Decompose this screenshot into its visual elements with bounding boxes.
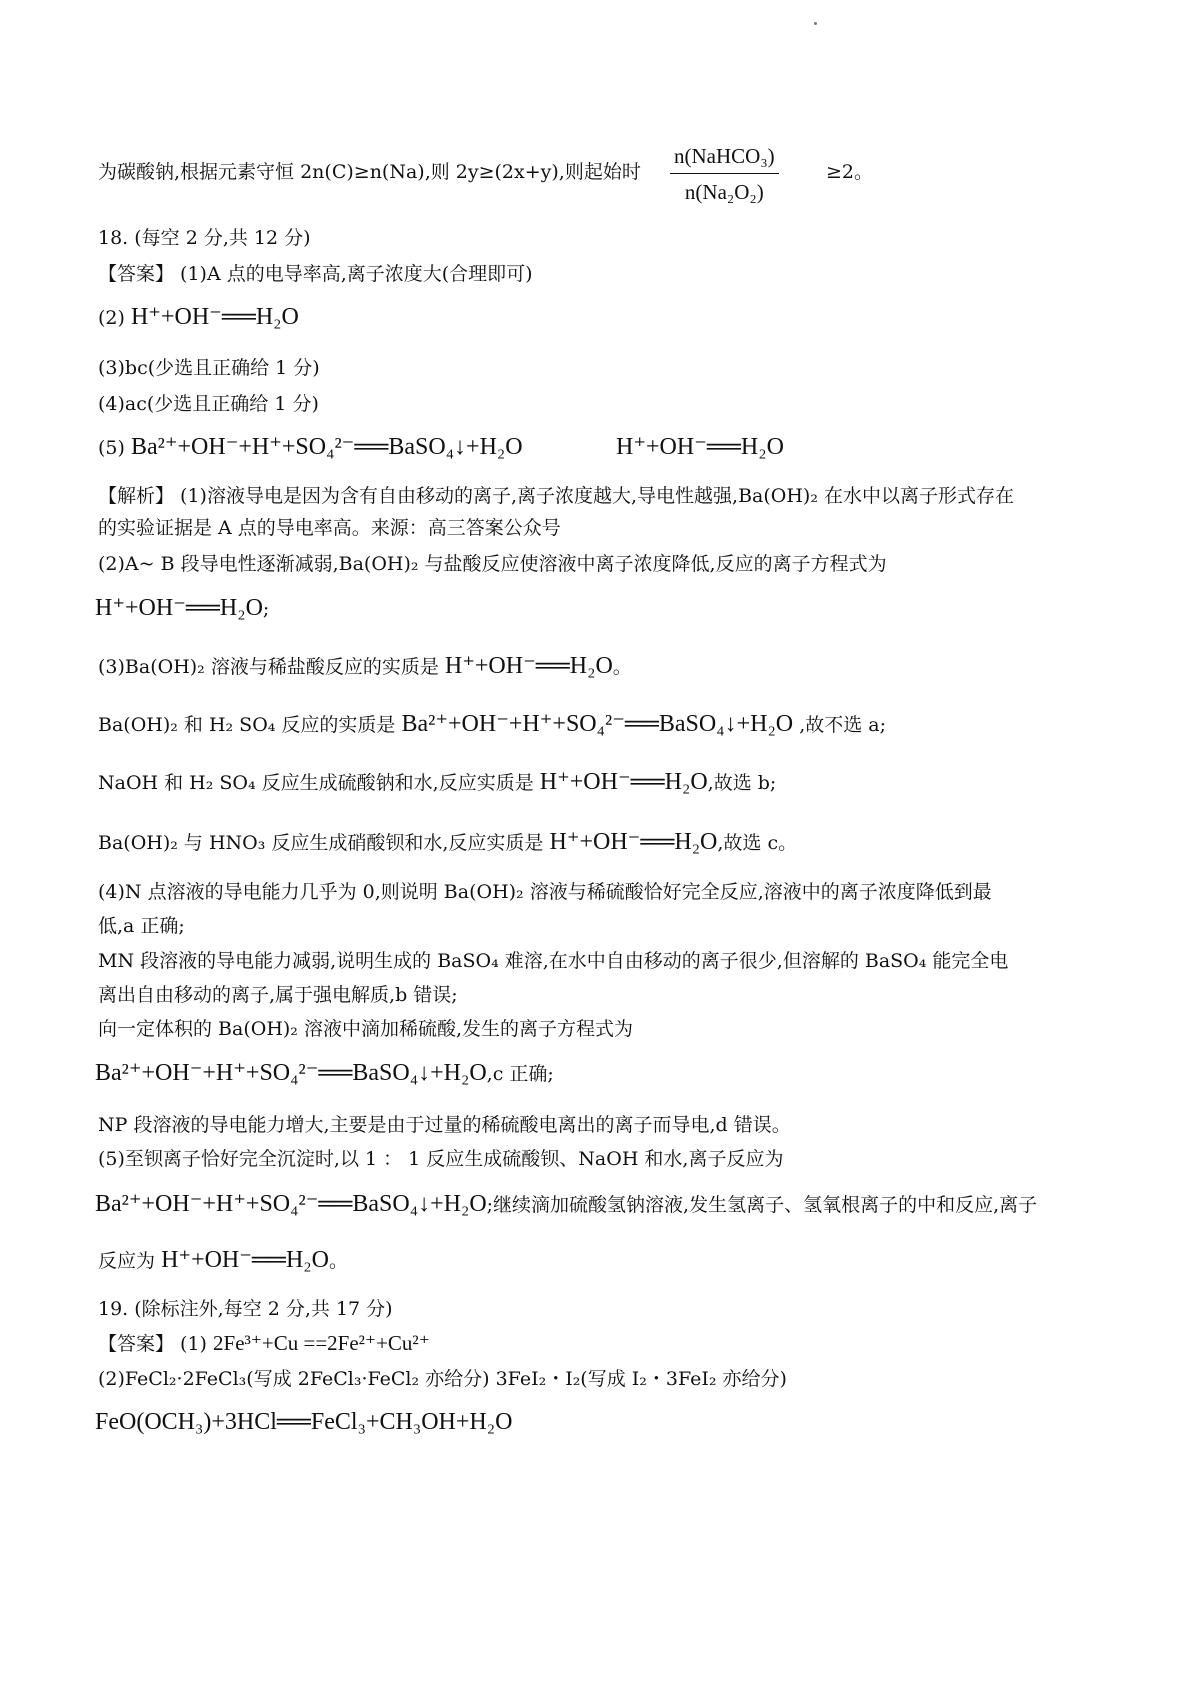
analysis-line: 向一定体积的 Ba(OH)₂ 溶液中滴加稀硫酸,发生的离子方程式为 (98, 1018, 633, 1040)
line-text: ,故选 c。 (717, 832, 798, 854)
equation: Ba²⁺+OH⁻+H⁺+SO₄²⁻══BaSO₄↓+H₂O (130, 434, 523, 460)
line-text: 。 (612, 656, 632, 678)
fraction (670, 144, 779, 205)
line-text: (5) (98, 437, 125, 459)
line-text: 。 (328, 1250, 348, 1272)
analysis-line (98, 770, 776, 795)
line-text: ; (262, 598, 270, 620)
equation: H⁺+OH⁻══H₂O (130, 304, 299, 330)
equation: Ba²⁺+OH⁻+H⁺+SO₄²⁻══BaSO₄↓+H₂O (95, 1060, 487, 1086)
analysis-line: (5)至钡离子恰好完全沉淀时,以 1 ： 1 反应生成硫酸钡、NaOH 和水,离子反应为 (98, 1148, 784, 1170)
section-heading: 18. (每空 2 分,共 12 分) (98, 227, 311, 249)
analysis-line (98, 830, 797, 855)
line-text: ,故不选 a; (799, 714, 886, 736)
equation: Ba²⁺+OH⁻+H⁺+SO₄²⁻══BaSO₄↓+H₂O (95, 1191, 487, 1217)
answer-line (98, 305, 299, 330)
analysis-line: (2)A~ B 段导电性逐渐减弱,Ba(OH)₂ 与盐酸反应使溶液中离子浓度降低,反应的离子方程式为 (98, 553, 887, 575)
line-text: (3)Ba(OH)₂ 溶液与稀盐酸反应的实质是 (98, 656, 439, 678)
analysis-line: (4)N 点溶液的导电能力几乎为 0,则说明 Ba(OH)₂ 溶液与稀硫酸恰好完全反应,溶液中的离子浓度降低到最 (98, 881, 992, 903)
analysis-line (95, 1192, 1037, 1217)
line-text: (2) (98, 307, 125, 329)
equation: Ba²⁺+OH⁻+H⁺+SO₄²⁻══BaSO₄↓+H₂O (401, 711, 794, 737)
analysis-line (98, 1248, 348, 1273)
fraction-denominator: n(Na₂O₂) (684, 180, 764, 204)
section-heading: 19. (除标注外,每空 2 分,共 17 分) (98, 1298, 393, 1320)
analysis-line (95, 596, 269, 621)
analysis-line: MN 段溶液的导电能力减弱,说明生成的 BaSO₄ 难溶,在水中自由移动的离子很少,但溶解的 BaSO₄ 能完全电 (98, 950, 1009, 972)
line-text: 反应为 (98, 1250, 156, 1272)
equation: H⁺+OH⁻══H₂O (539, 769, 708, 795)
equation: H⁺+OH⁻══H₂O (161, 1247, 329, 1273)
scan-dot (814, 22, 817, 25)
line-text: NaOH 和 H₂ SO₄ 反应生成硫酸钠和水,反应实质是 (98, 772, 534, 794)
equation: H⁺+OH⁻══H₂O (95, 595, 263, 621)
line-text: Ba(OH)₂ 与 HNO₃ 反应生成硝酸钡和水,反应实质是 (98, 832, 544, 854)
fraction-numerator: n(NaHCO₃) (670, 144, 779, 174)
answer-line: (4)ac(少选且正确给 1 分) (98, 393, 319, 415)
analysis-line: 【解析】 (1)溶液导电是因为含有自由移动的离子,离子浓度越大,导电性越强,Ba(OH)₂ 在水中以离子形式存在 (98, 485, 1014, 507)
answer-line (95, 1410, 512, 1435)
analysis-line (95, 1061, 554, 1086)
analysis-line: 低,a 正确; (98, 915, 185, 937)
line-text: ;继续滴加硫酸氢钠溶液,发生氢离子、氢氧根离子的中和反应,离子 (486, 1194, 1038, 1216)
answer-line (98, 1331, 430, 1356)
equation: H⁺+OH⁻══H₂O (549, 829, 718, 855)
equation: FeO(OCH₃)+3HCl══FeCl₃+CH₃OH+H₂O (95, 1409, 513, 1435)
analysis-line: 离出自由移动的离子,属于强电解质,b 错误; (98, 984, 458, 1006)
answer-line: (3)bc(少选且正确给 1 分) (98, 357, 320, 379)
line-text-tail: ≥2。 (826, 161, 874, 183)
equation: 2Fe³⁺+Cu ==2Fe²⁺+Cu²⁺ (213, 1331, 430, 1355)
line-text: 【答案】 (1) (98, 1333, 207, 1355)
line-text: ,c 正确; (486, 1063, 554, 1085)
line-text: Ba(OH)₂ 和 H₂ SO₄ 反应的实质是 (98, 714, 396, 736)
analysis-line: NP 段溶液的导电能力增大,主要是由于过量的稀硫酸电离出的离子而导电,d 错误。 (98, 1114, 791, 1136)
line-text: ,故选 b; (707, 772, 777, 794)
equation: H⁺+OH⁻══H₂O (616, 434, 784, 460)
answer-line (98, 434, 784, 460)
analysis-line: 的实验证据是 A 点的导电率高。来源：高三答案公众号 (98, 517, 561, 539)
text-line (98, 160, 874, 184)
analysis-line (98, 654, 632, 679)
equation: H⁺+OH⁻══H₂O (444, 653, 613, 679)
answer-line: 【答案】 (1)A 点的电导率高,离子浓度大(合理即可) (98, 263, 533, 285)
answer-line: (2)FeCl₂·2FeCl₃(写成 2FeCl₃·FeCl₂ 亦给分) 3FeI₂・I₂(写成 I₂・3FeI₂ 亦给分) (98, 1368, 787, 1390)
analysis-line (98, 712, 886, 737)
line-text: 为碳酸钠,根据元素守恒 2n(C)≥n(Na),则 2y≥(2x+y),则起始时 (98, 161, 641, 183)
